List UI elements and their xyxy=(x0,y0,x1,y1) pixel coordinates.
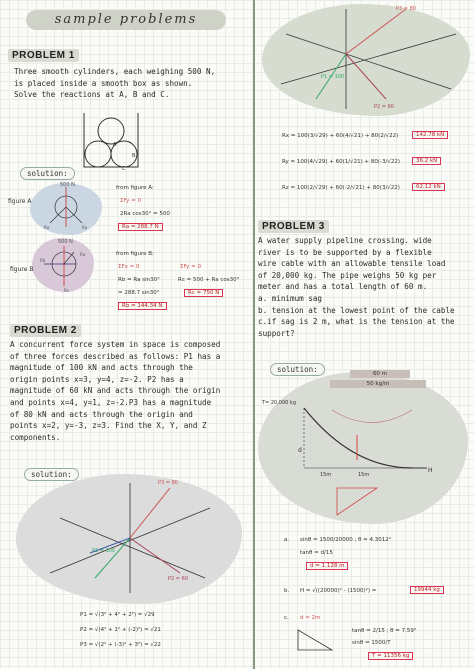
part-c-answer: T = 11356 kg xyxy=(368,652,413,660)
half-span-label: 15m xyxy=(320,472,332,478)
tension-label: T= 20,000 kg xyxy=(262,400,296,406)
fb-eq4: Rc = 500 + Ra cos30° xyxy=(178,277,240,283)
half-span-label-2: 15m xyxy=(358,472,370,478)
p3-tag: P3 = 80 xyxy=(158,480,178,486)
p2-tag: P2 = 60 xyxy=(168,576,188,582)
problem3-text: A water supply pipeline crossing. wide river is to be supported by a flexible wire cable with an allowable tensile load of 20,000 kg. The pipe weighs 50 kg per meter and has a total length of 60 m. a. minimum sag b. tension at the lowest point of the cable c.if sag is 2 m, what is the tension at the support? xyxy=(258,236,455,338)
svg-text:Ra: Ra xyxy=(80,252,86,257)
part-c-eq2: sinθ = 1500/T xyxy=(352,640,391,646)
fb-eq1: ΣFx = 0 xyxy=(118,264,140,270)
load-label: 50 kg/m xyxy=(330,380,426,388)
problem2-3d-diagram xyxy=(30,478,230,603)
svg-text:A: A xyxy=(113,142,117,148)
part-b-label: b. xyxy=(284,588,290,594)
p3-magnitude: P3 = √(2² + (-3)² + 3²) = √22 xyxy=(80,642,161,648)
svg-text:Ra: Ra xyxy=(82,225,88,230)
figure-a-label: figure A xyxy=(8,198,32,205)
figure-b-diagram xyxy=(40,236,100,296)
from-figure-b: from figure B: xyxy=(116,251,154,257)
fb-eq2: ΣFy = 0 xyxy=(180,264,201,270)
page-title: sample problems xyxy=(26,10,226,30)
p2-tag-2: P2 = 60 xyxy=(374,104,394,110)
part-a-answer: d = 1.128 m xyxy=(306,562,348,570)
from-figure-a: from figure A: xyxy=(116,185,154,191)
svg-text:C: C xyxy=(122,166,126,172)
p1-tag: P1 = 100 xyxy=(92,548,116,554)
figure-b-label: figure B xyxy=(10,266,34,273)
fa-answer: Ra = 288.7 N xyxy=(118,223,163,231)
figure-a-diagram xyxy=(40,183,100,233)
svg-text:Ra: Ra xyxy=(44,225,50,230)
ry-equation: Ry = 100(4/√29) + 60(1/√21) + 80(-3/√22) xyxy=(282,159,401,165)
problem1-text: Three smooth cylinders, each weighing 500 N, is placed inside a smooth box as shown. Solve the reactions at A, B and C. xyxy=(14,67,216,100)
p1-tag-2: P1 = 100 xyxy=(321,74,345,80)
problem3-header: PROBLEM 3 xyxy=(258,220,329,233)
ry-answer: 36.2 kN xyxy=(412,157,441,165)
fb-eq3: Rb = Ra sin30° xyxy=(118,277,160,283)
svg-text:500 N: 500 N xyxy=(58,239,73,245)
part-b-eq: H = √((20000)² - (1500)²) = xyxy=(300,588,377,594)
part-c-label: c. xyxy=(284,615,289,621)
fb-answer-b: Rb = 144.34 N xyxy=(118,302,167,310)
rz-answer: 62.12 kN xyxy=(412,183,445,191)
svg-text:Rb: Rb xyxy=(40,258,46,263)
sag-label: d xyxy=(298,447,302,454)
rx-answer: 142.78 kN xyxy=(412,131,448,139)
part-a-eq2: tanθ = d/15 xyxy=(300,550,333,556)
part-c-triangle xyxy=(296,626,336,654)
problem3-solution-label: solution: xyxy=(270,363,325,376)
h-label: H xyxy=(428,467,433,474)
svg-text:500 N: 500 N xyxy=(60,182,75,188)
problem1-solution-label: solution: xyxy=(20,167,75,180)
rx-equation: Rx = 100(3/√29) + 60(4/√21) + 80(2/√22) xyxy=(282,133,399,139)
cylinders-box-figure xyxy=(82,111,142,171)
part-c-eq0: d = 2m xyxy=(300,615,321,621)
problem1-header: PROBLEM 1 xyxy=(8,49,79,62)
fb-eq5: = 288.7 sin30° xyxy=(118,290,160,296)
problem2-3d-diagram-2 xyxy=(276,4,466,114)
part-b-answer: 19944 kg xyxy=(410,586,444,594)
fa-eq2: 2Ra cos30° = 500 xyxy=(120,211,170,217)
rz-equation: Rz = 100(2/√29) + 60(-2/√21) + 80(3/√22) xyxy=(282,185,400,191)
span-label: 60 m xyxy=(350,370,410,378)
column-divider xyxy=(253,0,255,669)
problem2-header: PROBLEM 2 xyxy=(10,324,81,337)
fb-answer-c: Rc = 750 N xyxy=(184,289,223,297)
svg-text:Rc: Rc xyxy=(64,288,69,293)
part-a-eq1: sinθ = 1500/20000 ; θ = 4.3012° xyxy=(300,537,392,543)
part-c-eq1: tanθ = 2/15 ; θ = 7.59° xyxy=(352,628,417,634)
fa-eq1: ΣFy = 0 xyxy=(120,198,141,204)
cable-diagram xyxy=(262,390,452,520)
svg-text:B: B xyxy=(132,153,136,159)
p2-magnitude: P2 = √(4² + 1² + (-2)²) = √21 xyxy=(80,627,161,633)
problem2-text: A concurrent force system in space is composed of three forces described as follows: P1 has a magnitude of 100 kN and acts through the origin points x=3, y=4, z=-2. P2 has a magnitude of 60 kN and acts through the origin and points x=4, y=1, z=-2.P3 has a magnitude of 80 kN and acts through the origin and points x=2, y=-3, z=3. Find the X, Y, and Z components. xyxy=(10,340,221,442)
p1-magnitude: P1 = √(3² + 4² + 2²) = √29 xyxy=(80,612,155,618)
part-a-label: a. xyxy=(284,537,290,543)
p3-tag-2: P3 = 80 xyxy=(396,6,416,12)
problem2-solution-label: solution: xyxy=(24,468,79,481)
